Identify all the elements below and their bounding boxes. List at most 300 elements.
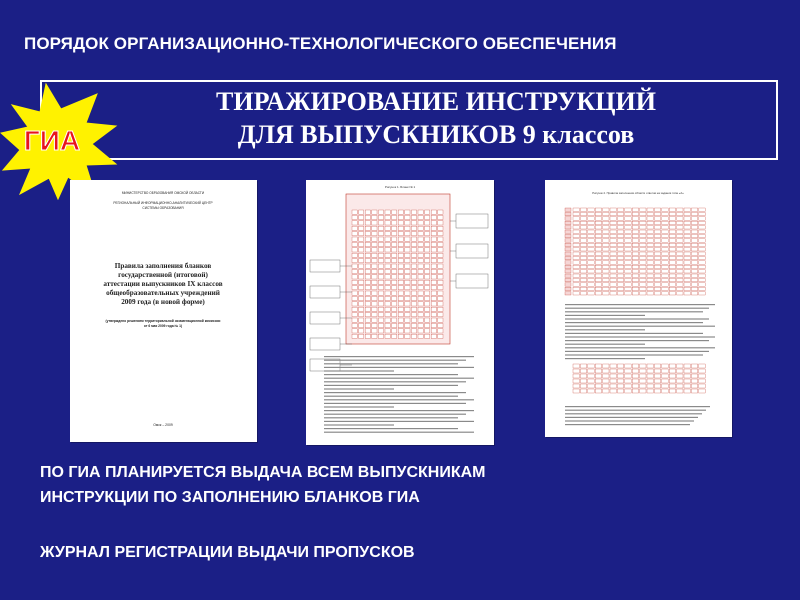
title-line-2: ДЛЯ ВЫПУСКНИКОВ 9 классов [237,120,635,149]
answer-cell [684,230,690,233]
form-cell [431,269,436,273]
row-label-cell [565,274,571,277]
answer-cell [662,287,668,290]
form-cell [372,302,377,306]
answer-cell [573,292,579,295]
answer-cell [654,261,660,264]
answer-cell [588,212,594,215]
replacement-cell [617,369,623,373]
answer-cell [595,252,601,255]
form-cell [418,248,423,252]
answer-cell [573,256,579,259]
answer-cell [647,265,653,268]
form-cell [418,215,423,219]
answer-cell [632,270,638,273]
form-cell [392,334,397,338]
form-cell [365,269,370,273]
form-cell [398,296,403,300]
answer-cell [610,287,616,290]
form-cell [378,248,383,252]
form-cell [365,329,370,333]
answer-cell [647,278,653,281]
form-cell [405,237,410,241]
form-cell [411,280,416,284]
replacement-cell [669,369,675,373]
form-cell [392,237,397,241]
answer-cell [662,274,668,277]
replacement-cell [654,384,660,388]
answer-cell [691,208,697,211]
replacement-cell [595,384,601,388]
answer-cell [647,274,653,277]
answer-cell [595,212,601,215]
answer-cell [632,261,638,264]
form-cell [398,215,403,219]
form-cell [372,269,377,273]
answer-cell [647,239,653,242]
callout-box-left [310,286,340,298]
form-cell [398,226,403,230]
answer-cell [580,226,586,229]
answer-cell [603,212,609,215]
form-cell [398,318,403,322]
row-label-cell [565,234,571,237]
form-cell [392,313,397,317]
answer-cell [610,208,616,211]
text-line [324,432,474,433]
answer-cell [625,239,631,242]
answer-cell [610,252,616,255]
text-line [324,367,474,368]
form-cell [352,232,357,236]
answer-cell [573,239,579,242]
answer-cell [617,256,623,259]
answer-cell [647,221,653,224]
replacement-cell [617,374,623,378]
answer-cell [573,208,579,211]
answer-cell [691,278,697,281]
doc1-city-year: Омск – 2009 [153,423,173,427]
form-cell [425,253,430,257]
answer-cell [632,208,638,211]
answer-cell [632,217,638,220]
answer-cell [691,287,697,290]
answer-cell [654,217,660,220]
answer-cell [640,278,646,281]
form-cell [438,232,443,236]
section-heading: ПОРЯДОК ОРГАНИЗАЦИОННО-ТЕХНОЛОГИЧЕСКОГО ОБЕСПЕЧЕНИЯ [24,34,617,53]
answer-cell [595,221,601,224]
form-cell [411,269,416,273]
form-cell [352,248,357,252]
form-cell [378,221,383,225]
form-cell [352,264,357,268]
replacement-cell [654,364,660,368]
form-cell [385,302,390,306]
replacement-cell [580,384,586,388]
replacement-cell [647,369,653,373]
answer-cell [669,270,675,273]
form-cell [425,313,430,317]
replacement-cell [699,364,705,368]
doc3-caption: Рисунок 2. Правила заполнения области ответов на задания типа «А» [592,191,684,195]
row-label-cell [565,243,571,246]
form-cell [411,242,416,246]
form-cell [405,232,410,236]
form-cell [372,334,377,338]
answer-cell [699,270,705,273]
form-cell [398,334,403,338]
form-cell [365,323,370,327]
answer-cell [632,221,638,224]
doc3-answer-grid [565,208,705,295]
form-cell [365,313,370,317]
form-cell [359,275,364,279]
answer-cell [669,230,675,233]
answer-cell [699,234,705,237]
form-cell [425,264,430,268]
doc1-org-line-2: РЕГИОНАЛЬНЫЙ ИНФОРМАЦИОННО-АНАЛИТИЧЕСКИЙ ЦЕНТР [113,201,213,205]
answer-cell [610,217,616,220]
replacement-cell [580,389,586,393]
form-cell [425,269,430,273]
form-cell [365,237,370,241]
answer-cell [677,278,683,281]
answer-cell [640,208,646,211]
form-cell [405,334,410,338]
form-cell [392,307,397,311]
replacement-cell [588,369,594,373]
answer-cell [669,212,675,215]
answer-cell [617,270,623,273]
replacement-cell [699,379,705,383]
answer-cell [580,265,586,268]
form-cell [352,242,357,246]
form-cell [425,232,430,236]
form-cell [392,253,397,257]
answer-cell [610,292,616,295]
row-label-cell [565,261,571,264]
answer-cell [595,208,601,211]
answer-cell [654,212,660,215]
form-cell [405,215,410,219]
answer-cell [588,217,594,220]
answer-cell [699,230,705,233]
answer-cell [662,261,668,264]
form-cell [398,259,403,263]
replacement-cell [573,384,579,388]
replacement-cell [640,389,646,393]
form-cell [372,232,377,236]
answer-cell [640,265,646,268]
text-line [565,340,709,341]
answer-cell [603,217,609,220]
replacement-cell [640,374,646,378]
answer-cell [654,292,660,295]
callout-box-left [310,260,340,272]
replacement-cell [699,384,705,388]
form-cell [392,323,397,327]
answer-cell [662,292,668,295]
form-cell [411,259,416,263]
form-cell [398,323,403,327]
answer-cell [684,243,690,246]
form-cell [352,269,357,273]
form-cell [418,280,423,284]
form-cell [418,269,423,273]
form-cell [372,248,377,252]
text-line [565,333,703,334]
answer-cell [684,221,690,224]
row-label-cell [565,248,571,251]
form-cell [385,323,390,327]
replacement-cell [691,369,697,373]
replacement-cell [699,389,705,393]
form-cell [431,323,436,327]
form-cell [418,275,423,279]
text-line [324,424,394,425]
form-cell [418,323,423,327]
form-cell [411,291,416,295]
form-cell [438,296,443,300]
answer-cell [610,221,616,224]
text-line [565,417,698,418]
replacement-cell [654,389,660,393]
answer-cell [669,221,675,224]
title-line-1: ТИРАЖИРОВАНИЕ ИНСТРУКЦИЙ [216,87,656,116]
form-cell [372,264,377,268]
form-cell [378,269,383,273]
text-line [565,329,645,330]
form-cell [418,210,423,214]
text-line [565,315,645,316]
form-cell [365,296,370,300]
form-cell [438,253,443,257]
answer-cell [654,226,660,229]
answer-cell [669,234,675,237]
answer-cell [603,243,609,246]
answer-cell [691,243,697,246]
form-cell [418,291,423,295]
form-cell [365,248,370,252]
replacement-cell [573,379,579,383]
answer-cell [684,212,690,215]
answer-cell [632,234,638,237]
answer-grid-render [545,180,732,437]
answer-cell [588,234,594,237]
form-cell [431,259,436,263]
answer-cell [632,292,638,295]
form-cell [411,302,416,306]
form-cell [359,329,364,333]
text-line [324,396,458,397]
form-cell [438,215,443,219]
form-cell [418,318,423,322]
replacement-cell [625,379,631,383]
answer-cell [603,226,609,229]
answer-cell [625,265,631,268]
form-cell [431,302,436,306]
form-cell [418,253,423,257]
answer-cell [610,265,616,268]
title-page-render [70,180,257,442]
answer-cell [654,243,660,246]
answer-cell [699,287,705,290]
form-cell [359,242,364,246]
replacement-cell [662,389,668,393]
form-cell [392,248,397,252]
replacement-cell [632,379,638,383]
answer-cell [640,248,646,251]
replacement-cell [691,374,697,378]
text-line [324,363,458,364]
answer-cell [603,252,609,255]
answer-cell [632,278,638,281]
form-cell [405,318,410,322]
form-cell [365,334,370,338]
form-cell [418,296,423,300]
replacement-cell [647,389,653,393]
replacement-cell [625,364,631,368]
form-cell [418,302,423,306]
replacement-cell [677,364,683,368]
text-line [565,336,715,337]
answer-cell [580,252,586,255]
replacement-cell [595,389,601,393]
answer-cell [588,252,594,255]
replacement-cell [691,384,697,388]
answer-cell [588,248,594,251]
answer-cell [632,230,638,233]
answer-cell [580,292,586,295]
replacement-cell [588,389,594,393]
answer-cell [691,234,697,237]
form-cell [385,237,390,241]
form-cell [392,221,397,225]
form-cell [365,286,370,290]
form-cell [372,275,377,279]
answer-cell [662,212,668,215]
answer-cell [580,234,586,237]
callout-box-left [310,338,340,350]
form-cell [398,286,403,290]
answer-cell [677,212,683,215]
form-cell [405,259,410,263]
answer-cell [580,208,586,211]
form-cell [372,215,377,219]
replacement-cell [632,369,638,373]
form-cell [438,237,443,241]
answer-cell [617,226,623,229]
answer-cell [691,226,697,229]
replacement-cell [662,379,668,383]
answer-cell [625,248,631,251]
answer-cell [588,221,594,224]
answer-cell [699,221,705,224]
answer-cell [684,256,690,259]
form-cell [385,329,390,333]
form-cell [411,226,416,230]
form-cell [365,259,370,263]
replacement-cell [595,364,601,368]
answer-cell [603,230,609,233]
form-cell [425,215,430,219]
text-line [324,406,394,407]
answer-cell [640,261,646,264]
answer-cell [691,230,697,233]
answer-cell [662,265,668,268]
answer-cell [573,265,579,268]
form-cell [398,313,403,317]
answer-cell [662,248,668,251]
text-line [565,354,703,355]
form-cell [405,302,410,306]
answer-cell [617,283,623,286]
replacement-cell [617,379,623,383]
doc1-title-line-2: государственной (итоговой) [118,271,208,279]
answer-cell [617,243,623,246]
form-cell [425,242,430,246]
replacement-cell [654,379,660,383]
form-cell [405,296,410,300]
form-cell [425,291,430,295]
form-cell [359,237,364,241]
replacement-cell [654,369,660,373]
form-cell [372,253,377,257]
answer-cell [573,234,579,237]
form-cell [438,264,443,268]
form-cell [425,329,430,333]
answer-cell [699,274,705,277]
document-thumbnail-answer-form [306,180,494,445]
form-cell [392,226,397,230]
answer-cell [662,256,668,259]
form-cell [392,296,397,300]
form-cell [392,286,397,290]
form-cell [425,275,430,279]
answer-cell [662,208,668,211]
form-cell [378,253,383,257]
answer-cell [669,278,675,281]
answer-cell [647,208,653,211]
form-cell [378,237,383,241]
answer-cell [573,221,579,224]
answer-cell [691,270,697,273]
form-cell [431,221,436,225]
form-cell [392,264,397,268]
answer-cell [588,270,594,273]
form-cell [405,275,410,279]
replacement-cell [610,389,616,393]
form-cell [411,296,416,300]
form-cell [385,232,390,236]
form-cell [418,313,423,317]
replacement-cell [610,374,616,378]
document-thumbnail-answer-grid [545,180,732,437]
answer-cell [699,292,705,295]
answer-cell [610,212,616,215]
replacement-cell [662,369,668,373]
answer-cell [573,230,579,233]
form-cell [418,237,423,241]
answer-cell [580,248,586,251]
answer-cell [610,270,616,273]
answer-cell [640,234,646,237]
callout-box-left [310,312,340,324]
answer-cell [603,287,609,290]
form-cell [352,296,357,300]
form-cell [359,221,364,225]
